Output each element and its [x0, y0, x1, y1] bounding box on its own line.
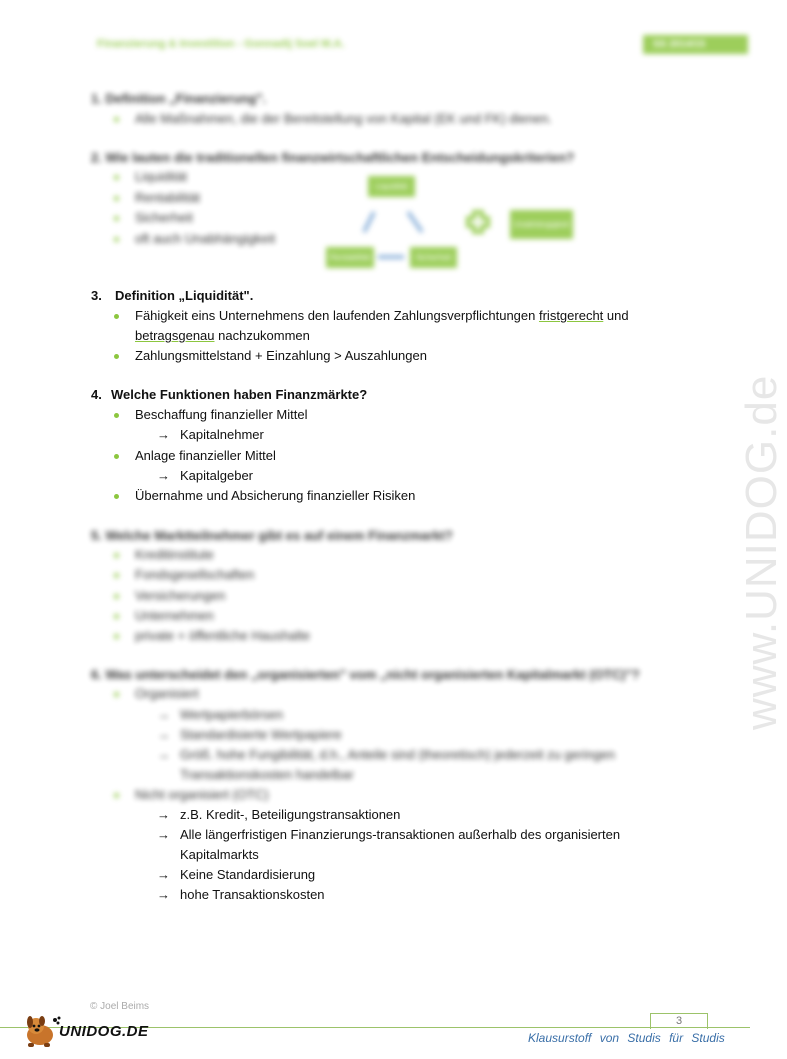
arrow-right-icon: →: [157, 807, 170, 822]
arrow-right-icon: →: [157, 887, 170, 902]
list-item: Kreditinstitute: [135, 547, 214, 562]
section-4-heading: Welche Funktionen haben Finanzmärkte?: [111, 387, 368, 402]
page-number: 3: [650, 1013, 708, 1029]
header-badge: SS 2014/15: [643, 35, 748, 54]
list-subitem: → Kapitalgeber: [157, 468, 253, 483]
list-subitem: → Alle längerfristigen Finanzierungs-transaktionen außerhalb des organisierten: [157, 827, 621, 842]
list-subitem-continuation: Transaktionskosten handelbar: [180, 767, 354, 782]
list-subitem: → z.B. Kredit-, Beteiligungstransaktionen: [157, 807, 401, 822]
diagram-arrows: [350, 200, 530, 265]
diagram-box-side: Unabhängigkeit: [510, 210, 573, 239]
section-2-heading: 2. Wie lauten die traditionellen finanzwirtschaftlichen Entscheidungskriterien?: [91, 150, 575, 165]
list-item: Unternehmen: [135, 608, 214, 623]
bullet-icon: [114, 413, 119, 418]
list-item: Anlage finanzieller Mittel: [135, 448, 276, 463]
list-item: Alle Maßnahmen, die der Bereitstellung von Kapital (EK und FK) dienen.: [135, 111, 552, 126]
section-5-heading: 5. Welche Marktteilnehmer gibt es auf einem Finanzmarkt?: [91, 528, 453, 543]
bullet-icon: [114, 314, 119, 319]
list-subitem: → Wertpapierbörsen: [157, 707, 284, 722]
bullet-icon: [114, 454, 119, 459]
list-item: Versicherungen: [135, 588, 225, 603]
watermark-text: www.UNIDOG.de: [737, 374, 786, 730]
bullet-icon: [114, 494, 119, 499]
diagram-box-left: Rentabilität: [326, 247, 374, 268]
footer-tagline: Klausurstoff von Studis für Studis: [528, 1031, 725, 1045]
list-subitem-continuation: Kapitalmarkts: [180, 847, 259, 862]
section-3-number: 3.: [91, 288, 102, 303]
list-item: Fondsgesellschaften: [135, 567, 254, 582]
list-item: Übernahme und Absicherung finanzieller Risiken: [135, 488, 415, 503]
list-item: Rentabilität: [135, 190, 200, 205]
list-subitem: → Keine Standardisierung: [157, 867, 316, 882]
watermark: [695, 250, 786, 750]
list-subitem: → Größ. hohe Fungibilität, d.h., Anteile sind (theoretisch) jederzeit zu geringen: [157, 747, 616, 762]
list-item: Nicht organisiert (OTC): [135, 787, 269, 802]
list-item: Zahlungsmittelstand + Einzahlung > Auszahlungen: [135, 348, 427, 363]
arrow-right-icon: →: [157, 427, 170, 442]
header-title: Finanzierung & Investition - Gonnadij Soel M.A.: [97, 38, 345, 50]
footer-copyright: © Joel Beims: [90, 1001, 150, 1012]
list-item: private + öffentliche Haushalte: [135, 628, 310, 643]
list-item: Beschaffung finanzieller Mittel: [135, 407, 307, 422]
dog-icon: [22, 1013, 62, 1049]
section-6-heading: 6. Was unterscheidet den „organisierten" vom „nicht organisierten Kapitalmarkt (OTC)"?: [91, 667, 640, 682]
unidog-logo: [22, 1013, 152, 1049]
list-item: oft auch Unabhängigkeit: [135, 231, 275, 246]
diagram-box-right: Sicherheit: [410, 247, 457, 268]
list-subitem: → Standardisierte Wertpapiere: [157, 727, 342, 742]
list-item: Organisiert: [135, 686, 199, 701]
list-subitem: → hohe Transaktionskosten: [157, 887, 325, 902]
logo-text: UNIDOG.DE: [59, 1023, 149, 1040]
arrow-right-icon: →: [157, 468, 170, 483]
list-item: Fähigkeit eins Unternehmens den laufenden Zahlungsverpflichtungen fristgerecht und: [135, 308, 629, 323]
arrow-right-icon: →: [157, 827, 170, 842]
section-4-number: 4.: [91, 387, 102, 402]
list-item: Liquidität: [135, 169, 187, 184]
section-1-heading: 1. Definition „Finanzierung".: [91, 91, 267, 106]
diagram-box-top: Liquidität: [368, 176, 415, 197]
list-item: Sicherheit: [135, 210, 193, 225]
section-3-heading: Definition „Liquidität".: [115, 288, 254, 303]
arrow-right-icon: →: [157, 867, 170, 882]
list-subitem: → Kapitalnehmer: [157, 427, 264, 442]
list-item-continuation: betragsgenau nachzukommen: [135, 328, 310, 343]
bullet-icon: [114, 354, 119, 359]
